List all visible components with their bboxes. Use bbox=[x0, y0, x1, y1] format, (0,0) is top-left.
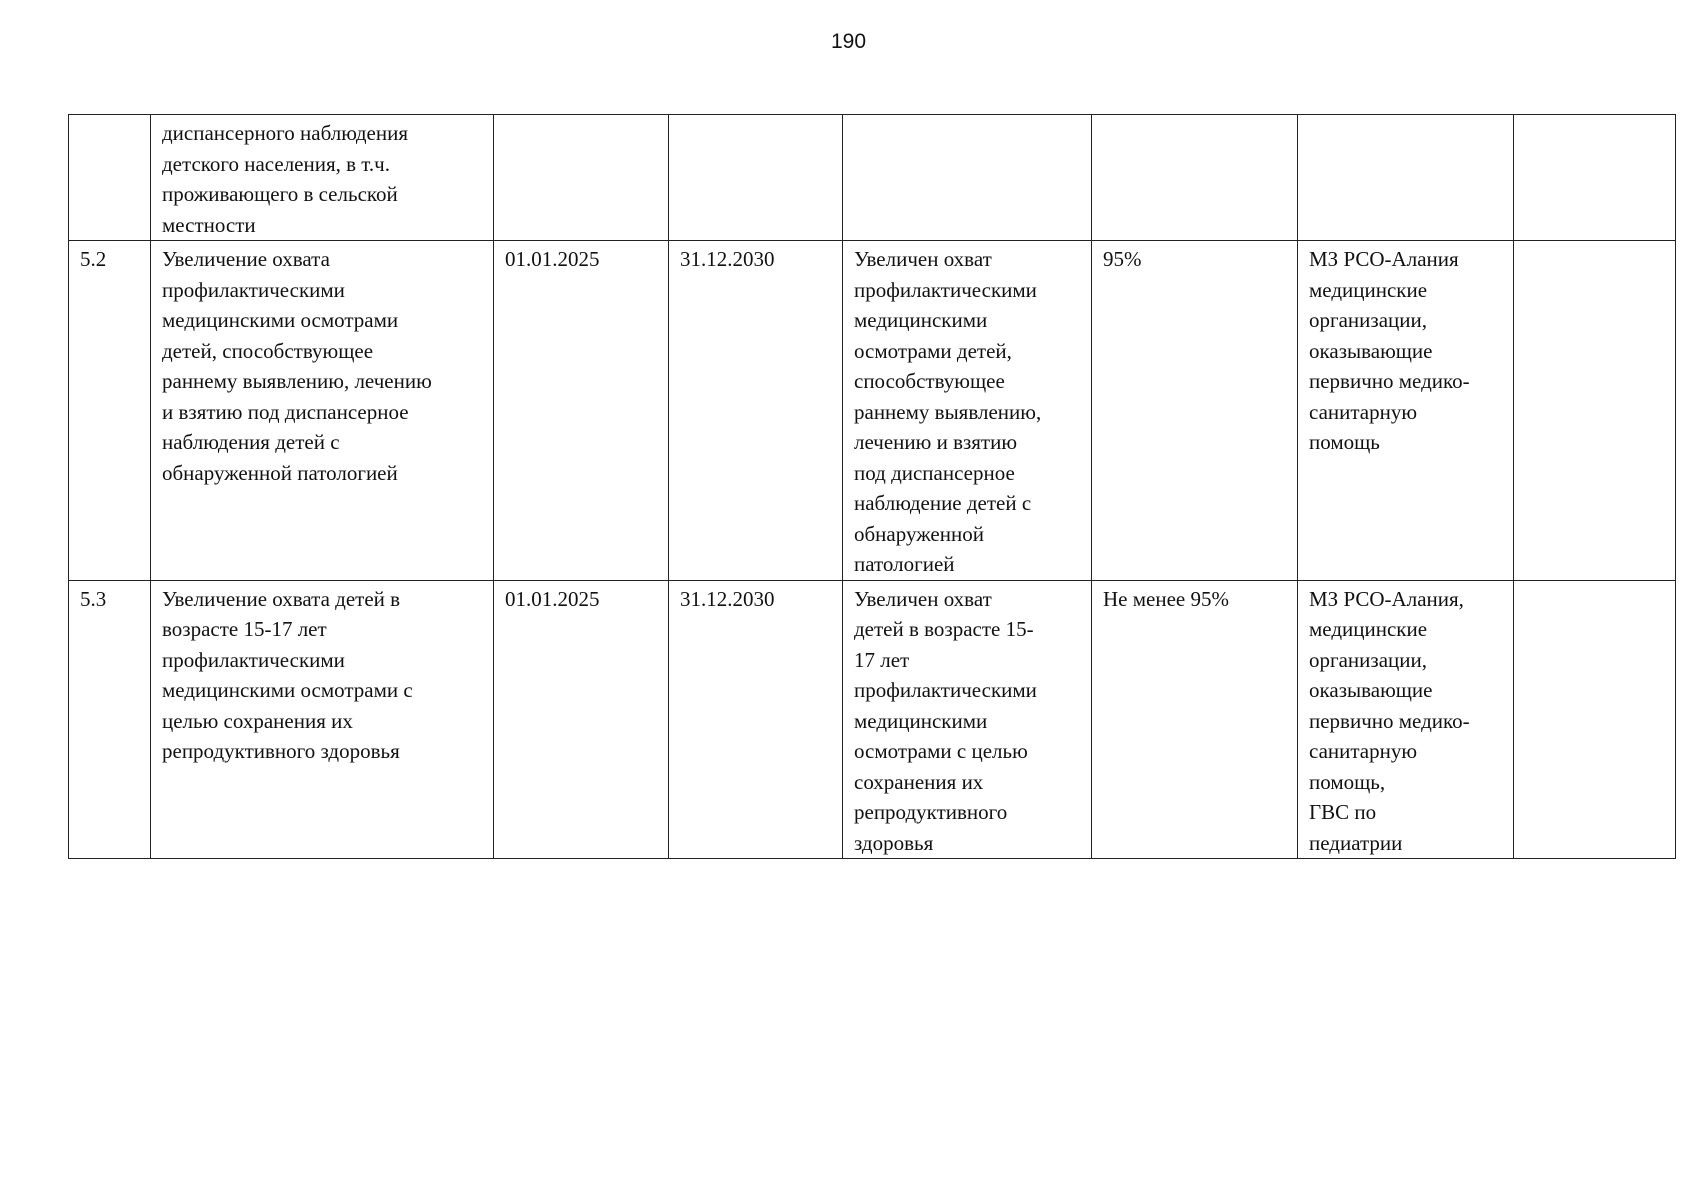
result-cell: Увеличен охват детей в возрасте 15- 17 лет профилактическими медицинскими осмотрами с целью сохранения их репродуктивного здоровья bbox=[843, 580, 1092, 859]
indicator-cell: Не менее 95% bbox=[1092, 580, 1298, 859]
responsible-cell: МЗ РСО-Алания, медицинские организации, оказывающие первично медико- санитарную помощь, ГВС по педиатрии bbox=[1298, 580, 1514, 859]
activity-plan-table bbox=[68, 114, 1676, 859]
extra-cell bbox=[1514, 241, 1676, 581]
table-row bbox=[69, 115, 1676, 241]
responsible-cell: МЗ РСО-Алания медицинские организации, оказывающие первично медико- санитарную помощь bbox=[1298, 241, 1514, 581]
start-date-cell: 01.01.2025 bbox=[494, 241, 669, 581]
row-number-cell: 5.2 bbox=[69, 241, 151, 581]
activity-cell: Увеличение охвата профилактическими медицинскими осмотрами детей, способствующее раннему выявлению, лечению и взятию под диспансерное наблюдения детей с обнаруженной патологией bbox=[151, 241, 494, 581]
end-date-cell: 31.12.2030 bbox=[669, 241, 843, 581]
start-date-cell bbox=[494, 115, 669, 241]
extra-cell bbox=[1514, 580, 1676, 859]
end-date-cell bbox=[669, 115, 843, 241]
result-cell bbox=[843, 115, 1092, 241]
start-date-cell: 01.01.2025 bbox=[494, 580, 669, 859]
row-number-cell bbox=[69, 115, 151, 241]
end-date-cell: 31.12.2030 bbox=[669, 580, 843, 859]
result-cell: Увеличен охват профилактическими медицинскими осмотрами детей, способствующее раннему выявлению, лечению и взятию под диспансерное наблюдение детей с обнаруженной патологией bbox=[843, 241, 1092, 581]
indicator-cell bbox=[1092, 115, 1298, 241]
table-row bbox=[69, 241, 1676, 581]
extra-cell bbox=[1514, 115, 1676, 241]
indicator-cell: 95% bbox=[1092, 241, 1298, 581]
table-row bbox=[69, 580, 1676, 859]
activity-cell: Увеличение охвата детей в возрасте 15-17 лет профилактическими медицинскими осмотрами с целью сохранения их репродуктивного здоровья bbox=[151, 580, 494, 859]
page-number: 190 bbox=[830, 30, 867, 53]
activity-cell: диспансерного наблюдения детского населения, в т.ч. проживающего в сельской местности bbox=[151, 115, 494, 241]
responsible-cell bbox=[1298, 115, 1514, 241]
row-number-cell: 5.3 bbox=[69, 580, 151, 859]
